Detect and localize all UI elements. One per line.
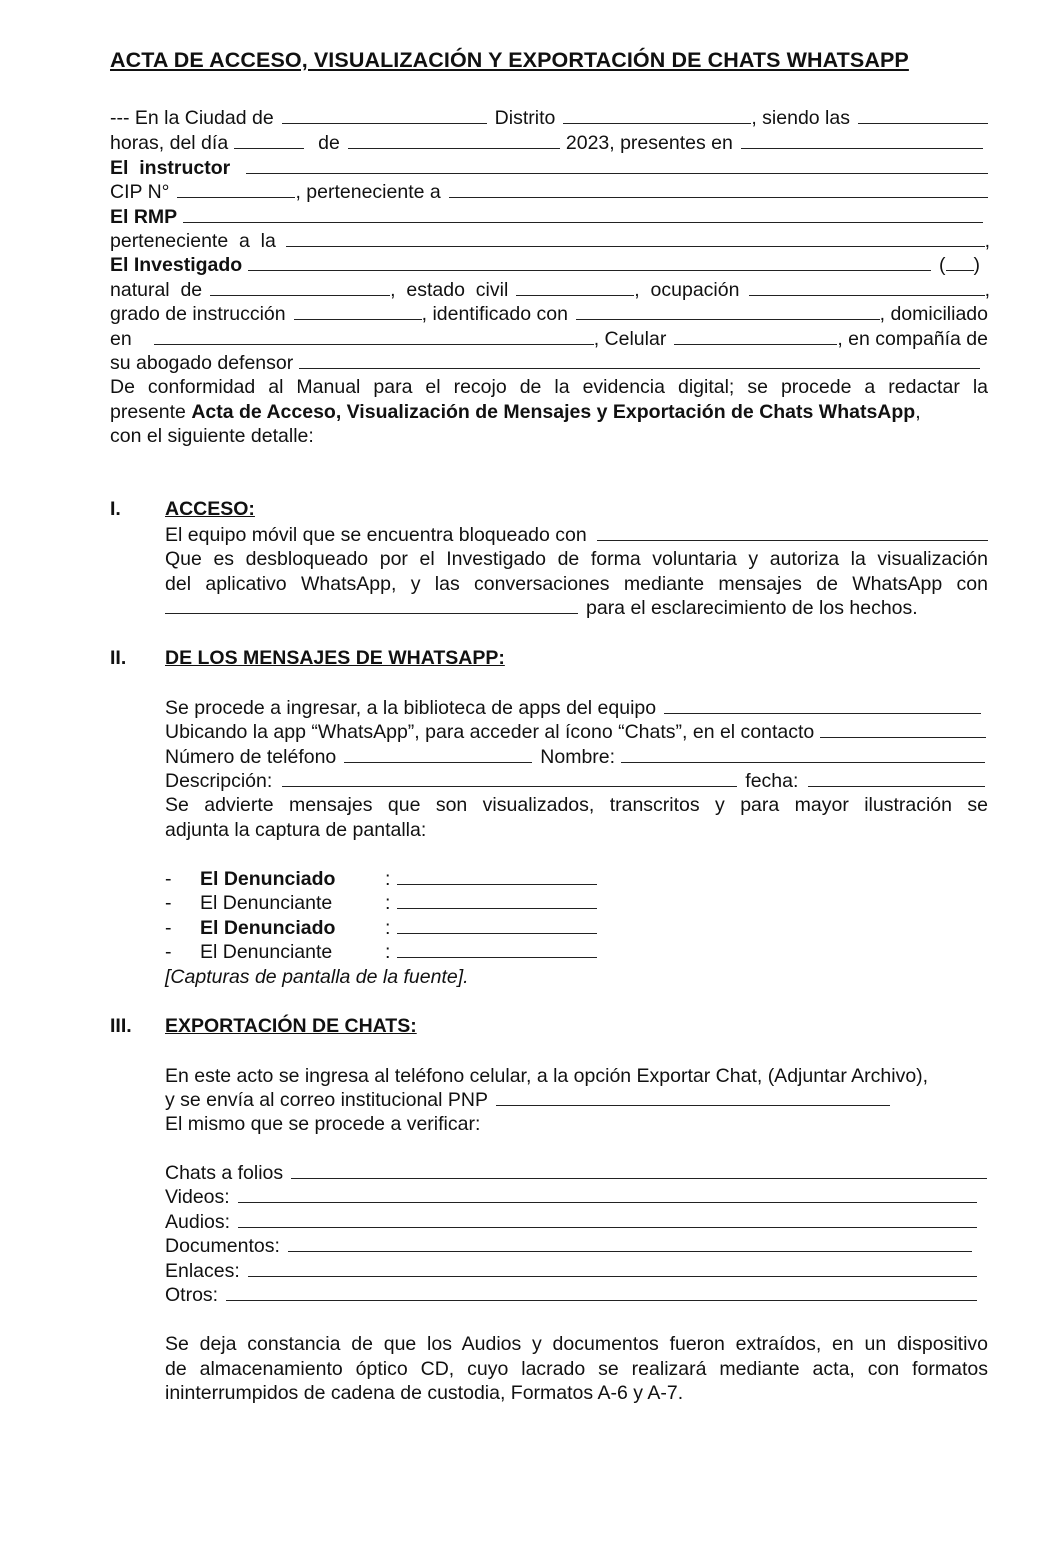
section-1-title: ACCESO: — [165, 498, 255, 520]
contact-blank[interactable] — [820, 720, 986, 738]
intro-line-9 — [110, 302, 988, 326]
closing-line-2: de almacenamiento óptico CD, cuyo lacrado se realizará mediante acta, con formatos — [165, 1357, 988, 1380]
lawyer-label: su abogado defensor — [110, 352, 294, 374]
links-blank[interactable] — [248, 1259, 977, 1277]
section-2-paragraph — [165, 793, 988, 842]
occupation-label: , ocupación — [634, 279, 740, 301]
belongs-label: , perteneciente a — [295, 181, 441, 203]
intro-month-label: de — [318, 132, 340, 154]
locked-with-label: El equipo móvil que se encuentra bloqueado con — [165, 524, 587, 546]
instructor-blank[interactable] — [246, 156, 988, 174]
section-3-line-1: En este acto se ingresa al teléfono celular, a la opción Exportar Chat, (Adjuntar Archivo), — [165, 1065, 929, 1087]
colon: : — [385, 892, 391, 914]
intro-district-label: Distrito — [494, 107, 556, 129]
chats-label: Chats a folios — [165, 1162, 284, 1184]
intro-line-2 — [110, 131, 983, 155]
age-blank[interactable] — [946, 253, 974, 271]
intro-line-4 — [110, 180, 988, 204]
intro-paragraph — [110, 375, 988, 449]
intro-line-1 — [110, 106, 988, 130]
export-field-row — [165, 1234, 972, 1258]
paren-close: ) — [973, 254, 980, 276]
investigated-label: El Investigado — [110, 254, 243, 276]
rmp-label: El RMP — [110, 206, 178, 228]
list-item — [165, 916, 597, 940]
list-item — [165, 867, 597, 891]
others-label: Otros: — [165, 1284, 219, 1306]
section-3-title: EXPORTACIÓN DE CHATS: — [165, 1015, 417, 1037]
day-blank[interactable] — [234, 131, 304, 149]
belongs-to-label: perteneciente a la — [110, 230, 276, 252]
intro-para-line-2 — [110, 400, 988, 425]
colon: : — [385, 917, 391, 939]
colon: : — [385, 941, 391, 963]
locked-with-blank[interactable] — [597, 523, 988, 541]
intro-day-label: horas, del día — [110, 132, 229, 154]
investigated-blank[interactable] — [248, 253, 931, 271]
cip-label: CIP N° — [110, 181, 170, 203]
intro-line-6 — [110, 229, 990, 253]
intro-line-11 — [110, 351, 980, 375]
present-in-blank[interactable] — [741, 131, 983, 149]
comma: , — [915, 400, 921, 423]
intro-para-line-3: con el siguiente detalle: — [110, 425, 314, 447]
section-2-number: II. — [110, 647, 127, 669]
occupation-blank[interactable] — [749, 278, 984, 296]
phone-number-blank[interactable] — [344, 745, 532, 763]
device-blank[interactable] — [664, 696, 981, 714]
section-3-number: III. — [110, 1015, 132, 1037]
civil-status-blank[interactable] — [516, 278, 634, 296]
party-label: El Denunciado — [200, 917, 336, 939]
comma: , — [984, 279, 990, 301]
phone-label: , Celular — [593, 328, 667, 350]
education-label: grado de instrucción — [110, 303, 286, 325]
videos-label: Videos: — [165, 1186, 230, 1208]
dash: - — [165, 892, 172, 914]
paren-open: ( — [939, 254, 946, 276]
name-label: Nombre: — [540, 746, 616, 768]
dash: - — [165, 941, 172, 963]
address-blank[interactable] — [154, 327, 594, 345]
documents-blank[interactable] — [288, 1234, 972, 1252]
colon: : — [385, 868, 391, 890]
intro-para-line-1: De conformidad al Manual para el recojo de la evidencia digital; se procede a redactar la — [110, 376, 988, 398]
section-1-paragraph — [165, 547, 988, 596]
in-label: en — [110, 328, 132, 350]
audios-blank[interactable] — [238, 1210, 977, 1228]
intro-line-5 — [110, 205, 983, 229]
list-item — [165, 940, 597, 964]
section-2-line-6: adjunta la captura de pantalla: — [165, 818, 427, 841]
conversation-with-blank[interactable] — [165, 596, 578, 614]
section-2-line-3 — [165, 745, 985, 769]
section-2-line-1 — [165, 696, 981, 720]
name-blank[interactable] — [621, 745, 985, 763]
section-2-line-4 — [165, 769, 985, 793]
party-label: El Denunciante — [200, 892, 333, 914]
identified-label: , identificado con — [421, 303, 568, 325]
section-1-line-4 — [165, 596, 965, 620]
identified-blank[interactable] — [576, 302, 880, 320]
domicile-label: , domiciliado — [879, 303, 988, 325]
others-blank[interactable] — [226, 1283, 977, 1301]
dash: - — [165, 868, 172, 890]
closing-line-3: ininterrumpidos de cadena de custodia, Formatos A-6 y A-7. — [165, 1382, 684, 1404]
documents-label: Documentos: — [165, 1235, 280, 1257]
section-3-line-2 — [165, 1088, 890, 1112]
screenshot-caption: [Capturas de pantalla de la fuente]. — [165, 966, 469, 988]
hours-blank[interactable] — [858, 106, 988, 124]
section-2-line-5: Se advierte mensajes que son visualizados, transcritos y para mayor ilustración se — [165, 794, 988, 816]
belongs-blank[interactable] — [449, 180, 988, 198]
intro-para-text: presente — [110, 400, 192, 423]
party-blank[interactable] — [397, 867, 597, 885]
intro-hours-label: , siendo las — [751, 107, 850, 129]
section-2-line-2 — [165, 720, 986, 744]
list-item — [165, 891, 597, 915]
intro-line-10 — [110, 327, 988, 351]
locate-app-label: Ubicando la app “WhatsApp”, para acceder al ícono “Chats”, en el contacto — [165, 721, 815, 743]
party-blank[interactable] — [397, 891, 597, 909]
export-field-row — [165, 1259, 977, 1283]
section-1-number: I. — [110, 498, 121, 520]
export-field-row — [165, 1185, 977, 1209]
comma: , — [984, 230, 990, 252]
clarification-label: para el esclarecimiento de los hechos. — [586, 597, 918, 619]
section-1-line-2: Que es desbloqueado por el Investigado de forma voluntaria y autoriza la visualización — [165, 548, 988, 570]
education-blank[interactable] — [294, 302, 422, 320]
document-title: ACTA DE ACCESO, VISUALIZACIÓN Y EXPORTACIÓN DE CHATS WHATSAPP — [110, 48, 909, 72]
party-blank[interactable] — [397, 916, 597, 934]
rmp-blank[interactable] — [183, 205, 983, 223]
party-blank[interactable] — [397, 940, 597, 958]
export-field-row — [165, 1210, 977, 1234]
intro-year-label: 2023, presentes en — [565, 132, 733, 154]
lawyer-blank[interactable] — [299, 351, 980, 369]
section-2-title: DE LOS MENSAJES DE WHATSAPP: — [165, 647, 505, 669]
description-label: Descripción: — [165, 770, 273, 792]
civil-status-label: , estado civil — [390, 279, 509, 301]
instructor-label: El instructor — [110, 157, 231, 179]
party-label: El Denunciante — [200, 941, 333, 963]
apps-library-label: Se procede a ingresar, a la biblioteca de apps del equipo — [165, 697, 657, 719]
intro-line-8 — [110, 278, 990, 302]
closing-line-1: Se deja constancia de que los Audios y documentos fueron extraídos, en un dispositivo — [165, 1333, 988, 1355]
date-blank[interactable] — [808, 769, 985, 787]
description-blank[interactable] — [282, 769, 737, 787]
audios-label: Audios: — [165, 1211, 231, 1233]
export-field-row — [165, 1283, 977, 1307]
phone-blank[interactable] — [674, 327, 837, 345]
dash: - — [165, 917, 172, 939]
accompanied-label: , en compañía de — [837, 328, 988, 350]
cip-blank[interactable] — [177, 180, 295, 198]
chats-blank[interactable] — [291, 1161, 987, 1179]
email-label: y se envía al correo institucional PNP — [165, 1089, 488, 1111]
act-name: Acta de Acceso, Visualización de Mensajes y Exportación de Chats WhatsApp — [191, 400, 916, 423]
intro-city-label: --- En la Ciudad de — [110, 107, 274, 129]
party-label: El Denunciado — [200, 868, 336, 890]
native-label: natural de — [110, 279, 203, 301]
native-blank[interactable] — [210, 278, 390, 296]
city-blank[interactable] — [282, 106, 487, 124]
closing-paragraph — [165, 1332, 988, 1406]
belongs-to-blank[interactable] — [286, 229, 985, 247]
month-blank[interactable] — [348, 131, 560, 149]
videos-blank[interactable] — [238, 1185, 977, 1203]
links-label: Enlaces: — [165, 1260, 240, 1282]
district-blank[interactable] — [563, 106, 751, 124]
email-blank[interactable] — [496, 1088, 890, 1106]
section-1-line-1 — [165, 523, 988, 547]
intro-line-3 — [110, 156, 988, 180]
section-1-line-3: del aplicativo WhatsApp, y las conversaciones mediante mensajes de WhatsApp con — [165, 572, 988, 595]
date-label: fecha: — [745, 770, 799, 792]
export-field-row — [165, 1161, 987, 1185]
intro-line-7 — [110, 253, 980, 277]
phone-number-label: Número de teléfono — [165, 746, 337, 768]
section-3-line-3: El mismo que se procede a verificar: — [165, 1113, 481, 1135]
